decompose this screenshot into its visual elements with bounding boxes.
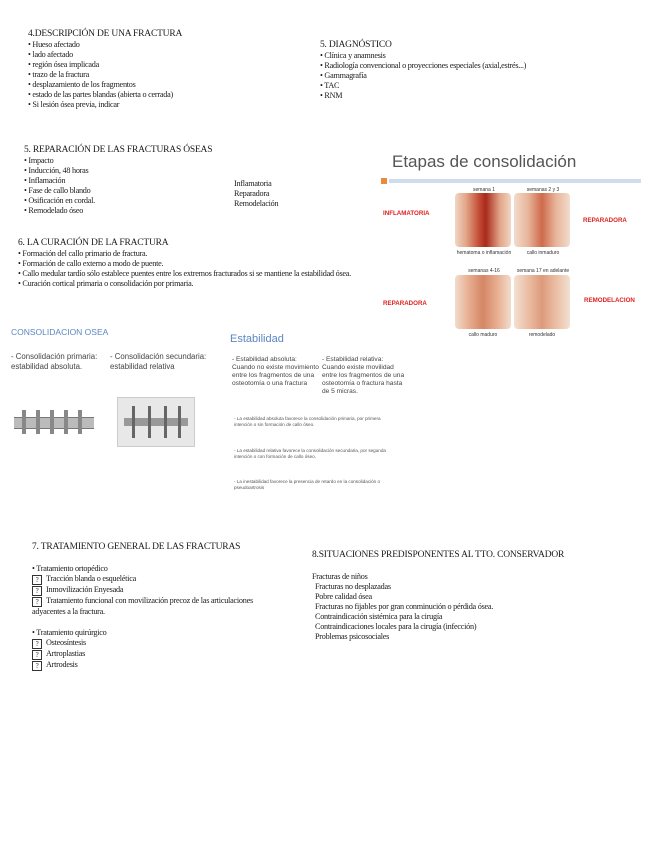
caption-top: semanas 4-16 bbox=[468, 268, 500, 274]
label-inflamatoria: INFLAMATORIA bbox=[383, 210, 430, 217]
section-4 bbox=[28, 29, 182, 110]
estabilidad-relativa: - Estabilidad relativa: Cuando existe movilidad entre los fragmentos de una osteotomía o fractura hasta de 5 micras. bbox=[322, 356, 405, 395]
caption-bottom: hematoma o inflamación bbox=[456, 250, 512, 256]
section-5-diagnostico bbox=[320, 40, 526, 101]
list-item: Artrodesis bbox=[46, 660, 78, 669]
list-item: • Remodelado óseo bbox=[24, 206, 84, 215]
list-item: Contraindicaciones locales para la cirugía (infección) bbox=[315, 622, 477, 631]
consolidacion-secundaria: - Consolidación secundaria: estabilidad relativa bbox=[110, 352, 207, 371]
caption-top: semana 17 en adelante bbox=[516, 268, 570, 274]
list-item: • Si lesión ósea previa, indicar bbox=[28, 100, 120, 109]
phase-label: Reparadora bbox=[234, 189, 270, 198]
estabilidad-note: - La inestabilidad favorece la presencia de retardo en la consolidación o pseudoartrosis bbox=[234, 479, 381, 490]
caption-bottom: callo inmaduro bbox=[526, 250, 560, 256]
bone-stage-2-image bbox=[514, 193, 570, 247]
caption-top: semanas 2 y 3 bbox=[526, 187, 560, 193]
bone-stage-3-image bbox=[455, 275, 511, 329]
list-item: • desplazamiento de los fragmentos bbox=[28, 80, 136, 89]
list-item: • región ósea implicada bbox=[28, 60, 100, 69]
list-item: • Impacto bbox=[24, 156, 54, 165]
list-item: Pobre calidad ósea bbox=[315, 592, 372, 601]
section-7 bbox=[32, 542, 282, 671]
list-item: Inmovilización Enyesada bbox=[46, 585, 124, 594]
estabilidad-note: - La estabilidad absoluta favorece la consolidación primaria, por primera intención o sin formación de callo óseo. bbox=[234, 416, 381, 427]
checkbox-icon: ? bbox=[32, 650, 42, 660]
consolidacion-primaria: - Consolidación primaria: estabilidad absoluta. bbox=[11, 352, 98, 371]
section-7-title: 7. TRATAMIENTO GENERAL DE LAS FRACTURAS bbox=[32, 542, 241, 552]
list-item: • Formación de callo externo a modo de puente. bbox=[18, 259, 164, 268]
list-item: • lado afectado bbox=[28, 50, 74, 59]
checkbox-icon: ? bbox=[32, 597, 42, 607]
list-item: • Inducción, 48 horas bbox=[24, 166, 89, 175]
list-item: • Gammagrafía bbox=[320, 71, 367, 80]
list-item: Contraindicación sistémica para la cirugía bbox=[315, 612, 443, 621]
section-4-title: 4.DESCRIPCIÓN DE UNA FRACTURA bbox=[28, 29, 183, 39]
caption-bottom: callo maduro bbox=[468, 332, 498, 338]
caption-bottom: remodelado bbox=[528, 332, 556, 338]
section-5-reparacion bbox=[24, 145, 212, 216]
label-reparadora-2: REPARADORA bbox=[383, 300, 427, 307]
section-8-title: 8.SITUACIONES PREDISPONENTES AL TTO. CONSERVADOR bbox=[312, 550, 565, 560]
section-5r-title: 5. REPARACIÓN DE LAS FRACTURAS ÓSEAS bbox=[24, 145, 213, 155]
label-reparadora-1: REPARADORA bbox=[583, 217, 627, 224]
estabilidad-note: - La estabilidad relativa favorece la consolidación secundaria, por segunda intención o con formación de callo óseo. bbox=[234, 448, 386, 459]
orange-marker bbox=[381, 178, 387, 184]
list-item: • Radiología convencional o proyecciones especiales (axial,estrés...) bbox=[320, 61, 527, 70]
title-rule bbox=[389, 179, 641, 183]
consolidacion-title: CONSOLIDACION OSEA bbox=[11, 327, 109, 337]
list-item: Tracción blanda o esquelética bbox=[46, 574, 136, 583]
external-fixator-image bbox=[117, 397, 195, 447]
phases-list bbox=[234, 179, 278, 209]
list-item: • TAC bbox=[320, 81, 340, 90]
list-item: Fracturas no desplazadas bbox=[315, 582, 391, 591]
bone-stage-1-image bbox=[455, 193, 511, 247]
estabilidad-absoluta: - Estabilidad absoluta: Cuando no existe movimiento entre los fragmentos de una osteotomía o una fractura bbox=[232, 356, 319, 387]
phase-label: Inflamatoria bbox=[234, 179, 272, 188]
list-item: • Callo medular tardío sólo establece puentes entre los extremos fracturados si se mantiene la estabilidad ósea. bbox=[18, 269, 351, 278]
plate-fixation-image bbox=[14, 407, 94, 437]
list-item: Tratamiento funcional con movilización precoz de las articulaciones adyacentes a la fractura. bbox=[32, 596, 253, 616]
section-6 bbox=[18, 238, 438, 289]
list-item: Osteosíntesis bbox=[46, 638, 86, 647]
checkbox-icon: ? bbox=[32, 575, 42, 585]
checkbox-icon: ? bbox=[32, 639, 42, 649]
list-item: • Hueso afectado bbox=[28, 40, 80, 49]
list-item: • Formación del callo primario de fractura. bbox=[18, 249, 148, 258]
section-5d-title: 5. DIAGNÓSTICO bbox=[320, 40, 392, 50]
list-item: • Osificación en cordal. bbox=[24, 196, 95, 205]
list-item: Artroplastias bbox=[46, 649, 86, 658]
list-item: • Curación cortical primaria o consolidación por primaria. bbox=[18, 279, 194, 288]
list-item: • RNM bbox=[320, 91, 343, 100]
section-8 bbox=[312, 550, 582, 642]
list-item: • estado de las partes blandas (abierta o cerrada) bbox=[28, 90, 173, 99]
estabilidad-title: Estabilidad bbox=[230, 333, 284, 345]
list-item: • trazo de la fractura bbox=[28, 70, 90, 79]
quirurgico-heading: • Tratamiento quirúrgico bbox=[32, 628, 107, 637]
etapas-title: Etapas de consolidación bbox=[392, 152, 577, 171]
ortopedico-heading: • Tratamiento ortopédico bbox=[32, 564, 108, 573]
label-remodelacion: REMODELACION bbox=[584, 297, 635, 304]
list-item: • Fase de callo blando bbox=[24, 186, 91, 195]
list-item: • Clínica y anamnesis bbox=[320, 51, 386, 60]
list-item: Fracturas no fijables por gran conminución o pérdida ósea. bbox=[315, 602, 494, 611]
checkbox-icon: ? bbox=[32, 586, 42, 596]
section-6-title: 6. LA CURACIÓN DE LA FRACTURA bbox=[18, 238, 169, 248]
list-item: Problemas psicosociales bbox=[315, 632, 390, 641]
phase-label: Remodelación bbox=[234, 199, 279, 208]
list-item: • Inflamación bbox=[24, 176, 66, 185]
caption-top: semana 1 bbox=[473, 187, 495, 193]
list-item: Fracturas de niños bbox=[312, 572, 368, 581]
bone-stage-4-image bbox=[514, 275, 570, 329]
checkbox-icon: ? bbox=[32, 661, 42, 671]
